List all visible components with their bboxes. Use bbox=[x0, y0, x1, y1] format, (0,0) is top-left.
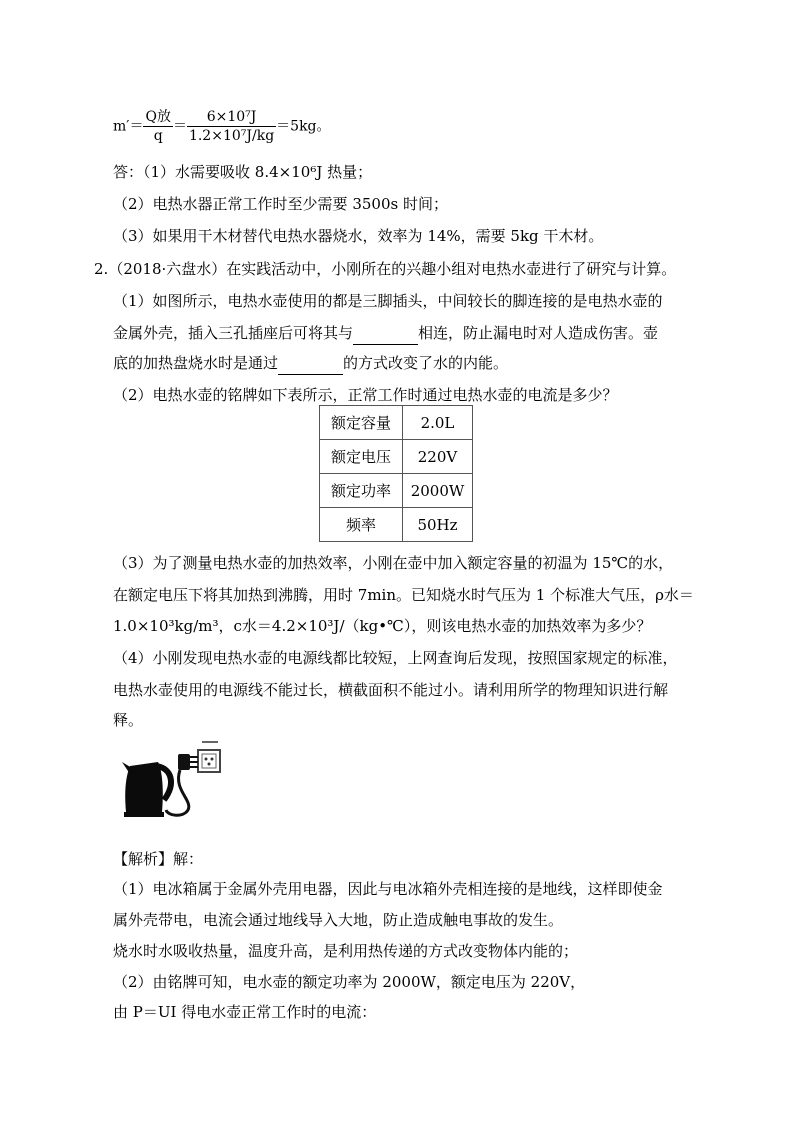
table-cell-value: 2000W bbox=[403, 474, 473, 508]
table-row bbox=[320, 440, 473, 474]
analysis-heading: 【解析】解： bbox=[113, 850, 204, 868]
q2-part4-line-b: 电热水壶使用的电源线不能过长，横截面积不能过小。请利用所学的物理知识进行解 bbox=[113, 681, 669, 699]
answer-line-1: 答：（1）水需要吸收 8.4×10⁶J 热量； bbox=[113, 163, 373, 181]
table-cell-key: 额定电压 bbox=[320, 440, 403, 474]
q2-part2: （2）电热水壶的铭牌如下表所示，正常工作时通过电热水壶的电流是多少？ bbox=[113, 386, 618, 404]
q2-part3-line-a: （3）为了测量电热水壶的加热效率，小刚在壶中加入额定容量的初温为 15℃的水， bbox=[113, 554, 674, 572]
analysis-line-1: （1）电冰箱属于金属外壳用电器，因此与电冰箱外壳相连接的是地线，这样即使金 bbox=[113, 880, 663, 898]
q2-part3-line-c: 1.0×10³kg/m³，c水＝4.2×10³J/（kg•℃），则该电热水壶的加热效率为多少？ bbox=[113, 617, 652, 635]
table-cell-key: 额定功率 bbox=[320, 474, 403, 508]
formula-mass bbox=[113, 108, 331, 152]
answer-line-2: （2）电热水器正常工作时至少需要 3500s 时间； bbox=[113, 195, 448, 213]
table-cell-value: 50Hz bbox=[403, 508, 473, 542]
answer-blank-1[interactable] bbox=[353, 322, 418, 345]
table-cell-value: 220V bbox=[403, 440, 473, 474]
question-number: 2. bbox=[94, 260, 109, 278]
question-2-intro bbox=[94, 258, 676, 280]
table-row bbox=[320, 474, 473, 508]
q2-part4-line-a: （4）小刚发现电热水壶的电源线都比较短，上网查询后发现，按照国家规定的标准， bbox=[113, 649, 678, 667]
table-cell-value: 2.0L bbox=[403, 406, 473, 440]
fraction-q-over-q bbox=[143, 108, 172, 145]
answer-line-3: （3）如果用干木材替代电热水器烧水，效率为 14%，需要 5kg 干木材。 bbox=[113, 227, 604, 245]
table-row bbox=[320, 406, 473, 440]
q2-part1-text: 金属外壳，插入三孔插座后可将其与 bbox=[113, 324, 354, 342]
analysis-line-5: 由 P＝UI 得电水壶正常工作时的电流： bbox=[113, 1003, 377, 1021]
q2-part1-text: 的方式改变了水的内能。 bbox=[343, 354, 509, 372]
kettle-plug-icon bbox=[118, 740, 228, 822]
formula-lhs: m′＝ bbox=[113, 118, 144, 135]
table-row bbox=[320, 508, 473, 542]
q2-part1-line-a: （1）如图所示，电热水壶使用的都是三脚插头，中间较长的脚连接的是电热水壶的 bbox=[113, 292, 663, 310]
fraction-numerator: 6×10⁷J bbox=[187, 108, 276, 127]
fraction-values bbox=[187, 108, 276, 145]
analysis-line-2: 属外壳带电，电流会通过地线导入大地，防止造成触电事故的发生。 bbox=[113, 911, 564, 929]
q2-part1-text: 底的加热盘烧水时是通过 bbox=[113, 354, 279, 372]
analysis-line-3: 烧水时水吸收热量，温度升高，是利用热传递的方式改变物体内能的； bbox=[113, 942, 579, 960]
analysis-line-4: （2）由铭牌可知，电水壶的额定功率为 2000W，额定电压为 220V， bbox=[113, 973, 586, 991]
question-intro-text: （2018·六盘水）在实践活动中，小刚所在的兴趣小组对电热水壶进行了研究与计算。 bbox=[108, 260, 677, 278]
table-cell-key: 频率 bbox=[320, 508, 403, 542]
table-cell-key: 额定容量 bbox=[320, 406, 403, 440]
formula-equals: ＝ bbox=[172, 118, 187, 135]
formula-rhs: ＝5kg。 bbox=[276, 118, 331, 135]
q2-part1-line-c bbox=[113, 352, 508, 375]
q2-part4-line-c: 释。 bbox=[113, 711, 144, 729]
q2-part3-line-b: 在额定电压下将其加热到沸腾，用时 7min。已知烧水时气压为 1 个标准大气压，ρ水＝ bbox=[113, 586, 694, 604]
fraction-denominator: q bbox=[153, 128, 163, 144]
q2-part1-line-b bbox=[113, 322, 658, 345]
answer-blank-2[interactable] bbox=[278, 352, 343, 375]
fraction-numerator: Q放 bbox=[145, 109, 171, 125]
q2-part1-text: 相连，防止漏电时对人造成伤害。壶 bbox=[418, 324, 659, 342]
plug-icon bbox=[178, 754, 190, 770]
kettle-nameplate-table bbox=[319, 405, 473, 542]
fraction-denominator: 1.2×10⁷J/kg bbox=[188, 128, 275, 144]
